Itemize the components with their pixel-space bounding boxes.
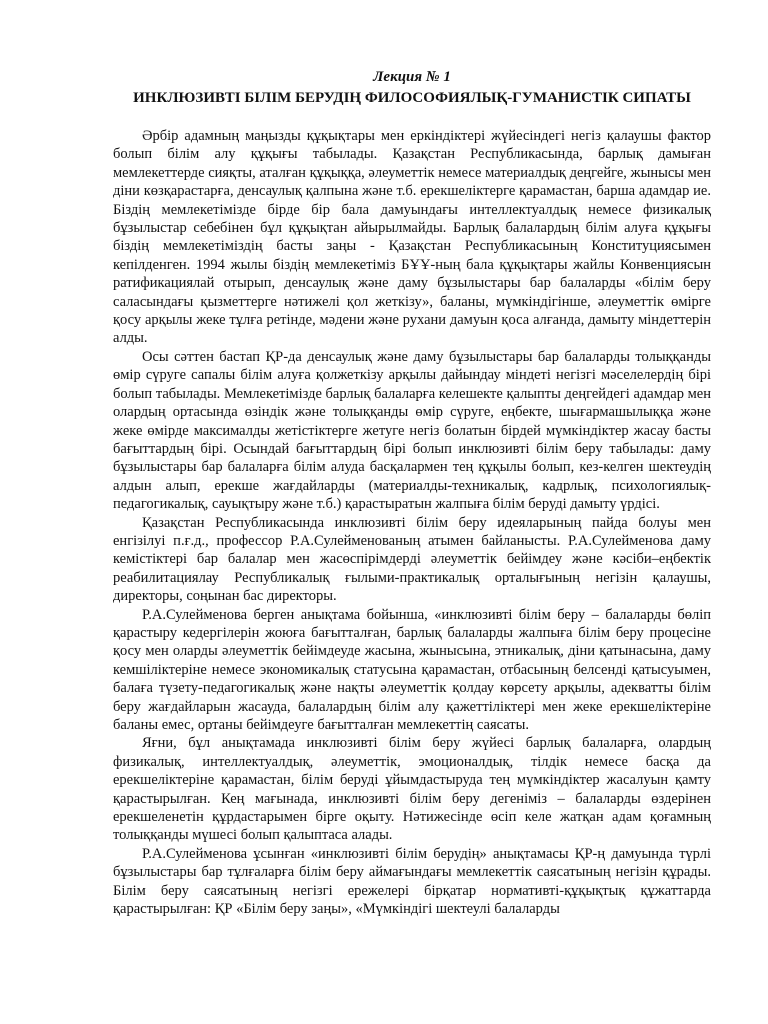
- paragraph-4: Р.А.Сулейменова берген анықтама бойынша, «инклюзивті білім беру – балаларды бөліп қарастыру кедергілерін жоюға бағытталған, барлық балаларды жалпыға білім беру процесіне қосу мен оларды әлеуметтік бейімдеуде жасына, жынысына, этникалық, діни қатынасына, даму кемшіліктеріне немесе экономикалық статусына қарамастан, отбасының белсенді қатысуымен, балаға түзету-педагогикалық және нақты әлеуметтік қолдау көрсету арқылы, адекватты білім беру жағдайларын жасауда, балалардың білім алу қажеттіліктері мен жеке ерекшеліктеріне баланы емес, ортаны бейімдеуге бағытталған мемлекеттің саясаты.: [113, 606, 711, 733]
- paragraph-3: Қазақстан Республикасында инклюзивті білім беру идеяларының пайда болуы мен енгізілуі п.ғ.д., профессор Р.А.Сулейменованың атымен байланысты. Р.А.Сулейменова даму кемістіктері бар балалар мен жасөспірімдерді әлеуметтік бейімдеу және кәсіби–еңбектік реабилитациялау Республикалық ғылыми-практикалық орталығының негізін қалаушы, директоры, соңынан бас директоры.: [113, 514, 711, 605]
- paragraph-6: Р.А.Сулейменова ұсынған «инклюзивті білім берудің» анықтамасы ҚР-ң дамуында түрлі бұзылыстары бар тұлғаларға білім беру аймағындағы мемлекеттік саясатының негізін құрады. Білім беру саясатының негізгі ережелері бірқатар нормативті-құқықтық құжаттарда қарастырылған: ҚР «Білім беру заңы», «Мүмкіндігі шектеулі балаларды: [113, 845, 711, 918]
- paragraph-1: Әрбір адамның маңызды құқықтары мен еркіндіктері жүйесіндегі негіз қалаушы фактор болып білім алу құқығы табылады. Қазақстан Республикасында, барлық дамыған мемлекеттерде сияқты, аталған құқыққа, әлеуметтік немесе материалдық деңгейге, жынысы мен діни көзқарастарға, денсаулық қалпына және т.б. ерекшеліктерге қарамастан, барша адамдар ие. Біздің мемлекетімізде бірде бір бала дамуындағы интеллектуалдық немесе физикалық бұзылыстар себебінен бұл құқықтан айырылмайды. Барлық балалардың білім алуға құқығы біздің мемлекетіміздің басты заңы - Қазақстан Республикасының Конституциясымен кепілденген. 1994 жылы біздің мемлекетіміз БҰҰ-ның бала құқықтары жайлы Конвенциясын ратификациялай отырып, денсаулық және даму бұзылыстары бар балаларды «білім беру саласындағы қызметтерге нәтижелі қол жеткізу», баланы, мүмкіндігінше, әлеуметтік өмірге қосу арқылы жеке тұлға ретінде, мәдени және рухани дамуын қоса алғанда, дамыту міндеттерін алды.: [113, 128, 711, 347]
- lecture-title: ИНКЛЮЗИВТІ БІЛІМ БЕРУДІҢ ФИЛОСОФИЯЛЫҚ-ГУМАНИСТІК СИПАТЫ: [133, 90, 691, 106]
- document-page: [113, 68, 711, 918]
- paragraph-5: Яғни, бұл анықтамада инклюзивті білім беру жүйесі барлық балаларға, олардың физикалық, интеллектуалдық, әлеуметтік, эмоционалдық, тілдік немесе басқа да ерекшеліктеріне қарамастан, білім беруді ұйымдастыруда тең мүмкіндіктер жасалуын қамту қарастырылған. Кең мағынада, инклюзивті білім беру дегеніміз – балаларды өздерінен ерекшеленетін құрдастарымен бірге оқыту. Нәтижесінде өсіп келе жатқан адам қоғамның толыққанды мүшесі болып қалыптаса алады.: [113, 735, 711, 844]
- paragraph-2: Осы сәттен бастап ҚР-да денсаулық және даму бұзылыстары бар балаларды толыққанды өмір сүруге сапалы білім алуға қолжеткізу арқылы дайындау міндеті негізгі мәселелердің бірі болып табылады. Мемлекетімізде барлық балаларға келешекте қалыпты деңгейдегі адамдар мен олардың ортасында өзіндік және толыққанды өмір сүруге, еңбекте, шығармашылыққа және жеке өмірде максималды жетістіктерге жетуге негіз болатын бірдей мүмкіндіктер жасау басты бағыттардың бірі. Осындай бағыттардың бірі болып инклюзивті білім беру табылады: даму бұзылыстары бар балаларға білім алуда басқалармен тең құқылы болып, кез-келген шектеудің алдын алып, ерекше жағдайларды (материалды-техникалық, кадрлық, психологиялық-педагогикалық, сауықтыру және т.б.) қарастыратын жалпыға білім беруді дамыту үрдісі.: [113, 348, 711, 513]
- lecture-number: Лекция № 1: [373, 69, 451, 85]
